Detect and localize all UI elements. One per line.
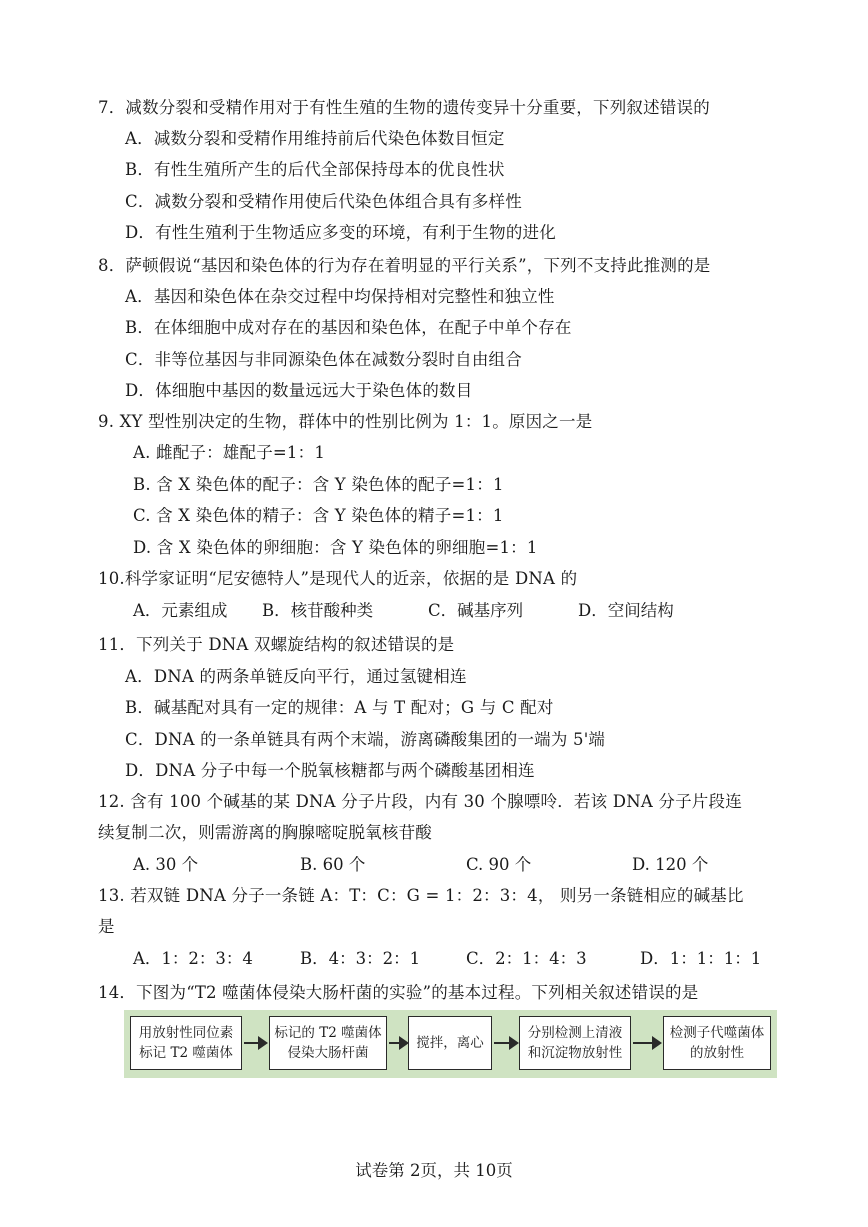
flow-arrow-3 [494, 1036, 519, 1050]
flow-step-5-line2: 的放射性 [690, 1045, 744, 1061]
q9-option-c: C. 含 X 染色体的精子：含 Y 染色体的精子=1：1 [133, 506, 504, 525]
q7-stem: 7．减数分裂和受精作用对于有性生殖的生物的遗传变异十分重要，下列叙述错误的 [98, 98, 710, 117]
flow-step-2-line2: 侵染大肠杆菌 [287, 1045, 369, 1061]
q13-option-a: A．1：2：3：4 [133, 949, 253, 968]
flow-step-detect-fractions [519, 1016, 631, 1070]
q8-option-d: D．体细胞中基因的数量远远大于染色体的数目 [125, 381, 473, 400]
flow-step-4-line2: 和沉淀物放射性 [527, 1045, 623, 1061]
q7-option-d: D．有性生殖利于生物适应多变的环境，有利于生物的进化 [125, 223, 556, 242]
q14-stem: 14．下图为“T2 噬菌体侵染大肠杆菌的实验”的基本过程。下列相关叙述错误的是 [98, 983, 699, 1002]
q10-option-d: D．空间结构 [578, 601, 674, 620]
q10-stem: 10.科学家证明“尼安德特人”是现代人的近亲，依据的是 DNA 的 [98, 569, 578, 588]
flow-step-5-line1: 检测子代噬菌体 [669, 1025, 765, 1041]
flow-step-1-line1: 用放射性同位素 [138, 1025, 234, 1041]
q11-option-d: D．DNA 分子中每一个脱氧核糖都与两个磷酸基团相连 [125, 761, 535, 780]
q12-option-a: A. 30 个 [133, 855, 199, 874]
q11-option-a: A．DNA 的两条单链反向平行，通过氢键相连 [125, 667, 467, 686]
q13-option-c: C．2：1：4：3 [466, 949, 587, 968]
flow-arrow-2 [389, 1036, 409, 1050]
q11-option-b: B．碱基配对具有一定的规律：A 与 T 配对；G 与 C 配对 [125, 698, 554, 717]
q11-option-c: C．DNA 的一条单链具有两个末端，游离磷酸集团的一端为 5'端 [125, 730, 606, 749]
q10-option-b: B．核苷酸种类 [262, 601, 374, 620]
flow-arrow-4 [633, 1036, 662, 1050]
q13-stem-line1: 13. 若双链 DNA 分子一条链 A：T：C：G = 1：2：3：4， 则另一条链相应的碱基比 [98, 886, 744, 905]
q13-option-b: B．4：3：2：1 [300, 949, 421, 968]
flow-step-infect [269, 1016, 387, 1070]
q8-option-b: B．在体细胞中成对存在的基因和染色体，在配子中单个存在 [125, 318, 572, 337]
q10-options [0, 600, 868, 622]
q7-option-c: C．减数分裂和受精作用使后代染色体组合具有多样性 [125, 192, 522, 211]
flow-step-1-line2: 标记 T2 噬菌体 [139, 1045, 233, 1061]
q8-stem: 8．萨顿假说“基因和染色体的行为存在着明显的平行关系”，下列不支持此推测的是 [98, 256, 711, 275]
flow-step-2-line1: 标记的 T2 噬菌体 [274, 1025, 382, 1041]
flow-step-centrifuge [408, 1016, 492, 1070]
q7-option-b: B．有性生殖所产生的后代全部保持母本的优良性状 [125, 160, 505, 179]
q10-option-c: C．碱基序列 [428, 601, 524, 620]
q12-option-c: C. 90 个 [466, 855, 532, 874]
q12-options [0, 854, 868, 876]
q13-options [0, 948, 868, 970]
q9-stem: 9. XY 型性别决定的生物，群体中的性别比例为 1：1。原因之一是 [98, 412, 593, 431]
q12-option-b: B. 60 个 [300, 855, 366, 874]
flow-step-detect-progeny [663, 1016, 771, 1070]
q10-option-a: A．元素组成 [133, 601, 228, 620]
page-footer: 试卷第 2页，共 10页 [355, 1161, 513, 1180]
experiment-flowchart [124, 1010, 777, 1078]
flow-arrow-1 [244, 1036, 268, 1050]
q13-option-d: D．1：1：1：1 [640, 949, 762, 968]
q8-option-a: A．基因和染色体在杂交过程中均保持相对完整性和独立性 [125, 287, 555, 306]
flow-step-4-line1: 分别检测上清液 [527, 1025, 623, 1041]
q12-stem-line2: 续复制二次，则需游离的胸腺嘧啶脱氧核苷酸 [98, 823, 432, 842]
q7-option-a: A．减数分裂和受精作用维持前后代染色体数目恒定 [125, 129, 505, 148]
q9-option-a: A. 雌配子：雄配子=1：1 [133, 443, 326, 462]
flow-step-3-line1: 搅拌，离心 [416, 1035, 484, 1051]
q9-option-d: D. 含 X 染色体的卵细胞：含 Y 染色体的卵细胞=1：1 [133, 538, 538, 557]
q9-option-b: B. 含 X 染色体的配子：含 Y 染色体的配子=1：1 [133, 475, 504, 494]
q11-stem: 11．下列关于 DNA 双螺旋结构的叙述错误的是 [98, 635, 455, 654]
q12-stem-line1: 12. 含有 100 个碱基的某 DNA 分子片段，内有 30 个腺嘌呤．若该 DNA 分子片段连 [98, 792, 742, 811]
q8-option-c: C．非等位基因与非同源染色体在减数分裂时自由组合 [125, 350, 522, 369]
q12-option-d: D. 120 个 [632, 855, 709, 874]
flow-step-label-isotopes [130, 1016, 242, 1070]
q13-stem-line2: 是 [98, 917, 115, 936]
